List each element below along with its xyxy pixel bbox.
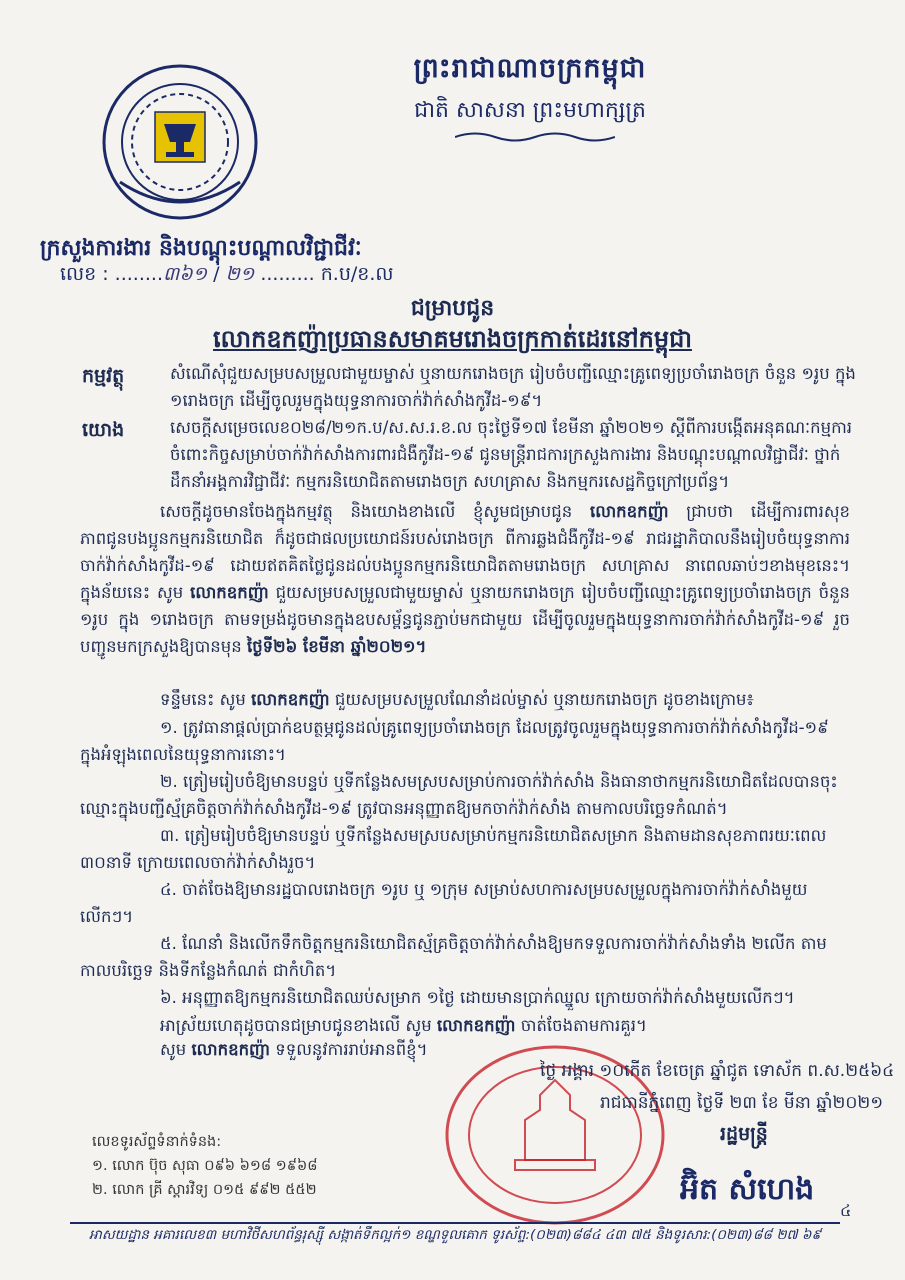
page-number: ៤ xyxy=(840,1201,852,1220)
contact-row: ២. លោក គ្រី ស្តារវិទ្យ ០១៥ ៩៩២ ៥៥២ xyxy=(92,1182,317,1198)
reference-number: លេខ : ........៣៦១ / ២១ ......... ក.ប/ខ.ល xyxy=(60,263,394,285)
ref-label: លេខ xyxy=(60,263,97,285)
subject-text: សំណើសុំជួយសម្របសម្រួលជាមួយម្ចាស់ ឬនាយករោងចក្រ រៀបចំបញ្ជីឈ្មោះគ្រូពេទ្យប្រចាំរោងចក្រ ចំនួន ១រូប ក្នុង ១រោងចក្រ ដើម្បីចូលរួមក្នុងយុទ្ធនាការចាក់វ៉ាក់សាំងកូវីដ-១៩។ xyxy=(170,364,856,410)
p3-text-c: ចាត់ចែងតាមការគួរ។ xyxy=(520,1016,647,1035)
paragraph-2 xyxy=(80,686,850,713)
contact-row: ១. លោក ប៊ុច សុធា ០៩៦ ៦១៨ ១៩៦៨ xyxy=(92,1158,318,1174)
ref-suffix: ក.ប/ខ.ល xyxy=(320,263,394,285)
ministry-name: ក្រសួងការងារ និងបណ្តុះបណ្តាលវិជ្ជាជីវៈ xyxy=(40,236,362,261)
p2-text-a: ទន្ទឹមនេះ សូម xyxy=(160,690,246,709)
national-motto: ជាតិ សាសនា ព្រះមហាក្សត្រ xyxy=(414,98,646,123)
p3-honorific: លោកឧកញ៉ា xyxy=(436,1016,516,1035)
p1-deadline: ថ្ងៃទី២៦ ខែមីនា ឆ្នាំ២០២១។ xyxy=(246,637,427,656)
ref-sub: ២១ xyxy=(225,263,255,285)
notify-heading: ជម្រាបជូន xyxy=(410,296,495,321)
footer-divider xyxy=(70,1222,840,1224)
list-item: ២. ត្រៀមរៀបចំឱ្យមានបន្ទប់ ឬទីកន្លែងសមស្របសម្រាប់ការចាក់វ៉ាក់សាំង និងធានាថាកម្មករនិយោជិតដែលបានចុះឈ្មោះក្នុងបញ្ជីស្ម័គ្រចិត្តចាក់វ៉ាក់សាំងកូវីដ-១៩ ត្រូវបានអនុញ្ញាតឱ្យមកចាក់វ៉ាក់សាំង តាមកាលបរិច្ឆេទកំណត់។ xyxy=(80,772,838,818)
ministry-logo-icon xyxy=(100,62,260,222)
p4-text-a: សូម xyxy=(160,1040,187,1059)
reference-label: យោង xyxy=(82,419,125,441)
list-item: ៣. ត្រៀមរៀបចំឱ្យមានបន្ទប់ ឬទីកន្លែងសមស្របសម្រាប់កម្មករនិយោជិតសម្រាក និងតាមដានសុខភាពរយៈពេល ៣០នាទី ក្រោយពេលចាក់វ៉ាក់សាំងរួច។ xyxy=(80,826,827,872)
signatory-title: រដ្ឋមន្ត្រី xyxy=(720,1123,768,1145)
p4-honorific: លោកឧកញ៉ា xyxy=(191,1040,270,1059)
subject-label: កម្មវត្ថុ xyxy=(82,365,125,387)
list-item: ១. ត្រូវធានាផ្តល់ប្រាក់ឧបត្ថម្ភជូនដល់គ្រូពេទ្យប្រចាំរោងចក្រ ដែលត្រូវចូលរួមក្នុងយុទ្ធនាការចាក់វ៉ាក់សាំងកូវីដ-១៩ ក្នុងអំឡុងពេលនៃយុទ្ធនាការនោះ។ xyxy=(80,718,829,764)
p2-honorific: លោកឧកញ៉ា xyxy=(251,690,330,709)
footer-address: អាសយដ្ឋាន អគារលេខ៣ មហាវិថីសហព័ន្ធរុស្ស៊ី សង្កាត់ទឹកល្អក់១ ខណ្ឌទួលគោក ទូរស័ព្ទ:(០២៣)៨៨៤ ៤៣ ៧៥ និងទូរសារ:(០២៣)៨៨ ២៧ ៦៩ xyxy=(88,1227,822,1243)
p2-text-c: ជួយសម្របសម្រួលណែនាំដល់ម្ចាស់ ឬនាយករោងចក្រ ដូចខាងក្រោម៖ xyxy=(334,690,754,709)
list-item: ៤. ចាត់ចែងឱ្យមានរដ្ឋបាលរោងចក្រ ១រូប ឬ ១ក្រុម សម្រាប់សហការសម្របសម្រួលក្នុងការចាក់វ៉ាក់សាំងមួយលើកៗ។ xyxy=(80,880,808,926)
solar-date: រាជធានីភ្នំពេញ ថ្ងៃទី ២៣ ខែ មីនា ឆ្នាំ២០២១ xyxy=(600,1093,884,1113)
p3-text: អាស្រ័យហេតុដូចបានជម្រាបជូនខាងលើ សូម xyxy=(160,1016,432,1035)
p1-text-c: ជ្រាបថា ដើម្បីការពារសុខភាពជូនបងប្អូនកម្មករនិយោជិត ក៏ដូចជាផលប្រយោជន៍របស់រោងចក្រ ពីការឆ្លងជំងឺកូវីដ-១៩ រាជរដ្ឋាភិបាលនឹងរៀបចំយុទ្ធនាការចាក់វ៉ាក់សាំងកូវីដ-១៩ ដោយឥតគិតថ្លៃជូនដល់បងប្អូនកម្មករនិយោជិតតាមរោងចក្រ សហគ្រាស នាពេលឆាប់ៗខាងមុខនេះ។ ក្នុងន័យនេះ សូម xyxy=(80,502,851,602)
list-item: ៦. អនុញ្ញាតឱ្យកម្មករនិយោជិតឈប់សម្រាក ១ថ្ងៃ ដោយមានប្រាក់ឈ្នួល ក្រោយចាក់វ៉ាក់សាំងមួយលើកៗ។ xyxy=(160,988,795,1007)
p4-text-c: ទទួលនូវការរាប់អានពីខ្ញុំ។ xyxy=(275,1040,428,1059)
reference-text: សេចក្តីសម្រេចលេខ០២៨/២១ក.ប/ស.ស.រ.ខ.ល ចុះថ្ងៃទី១៧ ខែមីនា ឆ្នាំ២០២១ ស្តីពីការបង្កើតអនុគណៈកម្មការចំពោះកិច្ចសម្រាប់ចាក់វ៉ាក់សាំងការពារជំងឺកូវីដ-១៩ ជូនមន្ត្រីរាជការក្រសួងការងារ និងបណ្តុះបណ្តាលវិជ្ជាជីវៈ ថ្នាក់ដឹកនាំអង្គការវិជ្ជាជីវៈ កម្មករនិយោជិតតាមរោងចក្រ សហគ្រាស និងកម្មករសេដ្ឋកិច្ចក្រៅប្រព័ន្ធ។ xyxy=(170,418,853,491)
recipient-heading: លោកឧកញ៉ាប្រធានសមាគមរោងចក្រកាត់ដេរនៅកម្ពុជា xyxy=(213,325,692,353)
ornament-divider-icon xyxy=(455,130,615,144)
contact-list xyxy=(92,1130,318,1202)
kingdom-title: ព្រះរាជាណាចក្រកម្ពុជា xyxy=(413,53,647,84)
contact-heading: លេខទូរស័ព្ទទំនាក់ទំនង: xyxy=(92,1134,222,1150)
signatory-name: អ៊ិត សំហេង xyxy=(680,1172,815,1207)
paragraph-3 xyxy=(80,1012,850,1039)
ref-number: ៣៦១ xyxy=(162,263,208,285)
list-item: ៥. ណែនាំ និងលើកទឹកចិត្តកម្មករនិយោជិតស្ម័គ្រចិត្តចាក់វ៉ាក់សាំងឱ្យមកទទួលការចាក់វ៉ាក់សាំងទាំង ២លើក តាមកាលបរិច្ឆេទ និងទីកន្លែងកំណត់ ជាកំហិត។ xyxy=(80,934,827,980)
lunar-date: ថ្ងៃ អង្គារ ១០កើត ខែចេត្រ ឆ្នាំជូត ទោស័ក ព.ស.២៥៦៤ xyxy=(540,1061,895,1081)
p1-text-a: សេចក្តីដូចមានចែងក្នុងកម្មវត្ថុ និងយោងខាងលើ ខ្ញុំសូមជម្រាបជូន xyxy=(160,502,573,521)
p1-text-e: ជួយសម្របសម្រួលជាមួយម្ចាស់ ឬនាយករោងចក្រ រៀបចំបញ្ជីឈ្មោះគ្រូពេទ្យប្រចាំរោងចក្រ ចំនួន ១រូប ក្នុង ១រោងចក្រ តាមទម្រង់ដូចមានក្នុងឧបសម្ព័ន្ធជូនភ្ជាប់មកជាមួយ ដើម្បីចូលរួមក្នុងយុទ្ធនាការចាក់វ៉ាក់សាំងកូវីដ-១៩ រួចបញ្ជូនមកក្រសួងឱ្យបានមុន xyxy=(80,583,850,656)
p1-honorific-2: លោកឧកញ៉ា xyxy=(190,583,269,602)
paragraph-1 xyxy=(80,498,850,660)
p1-honorific: លោកឧកញ៉ា xyxy=(589,502,669,521)
